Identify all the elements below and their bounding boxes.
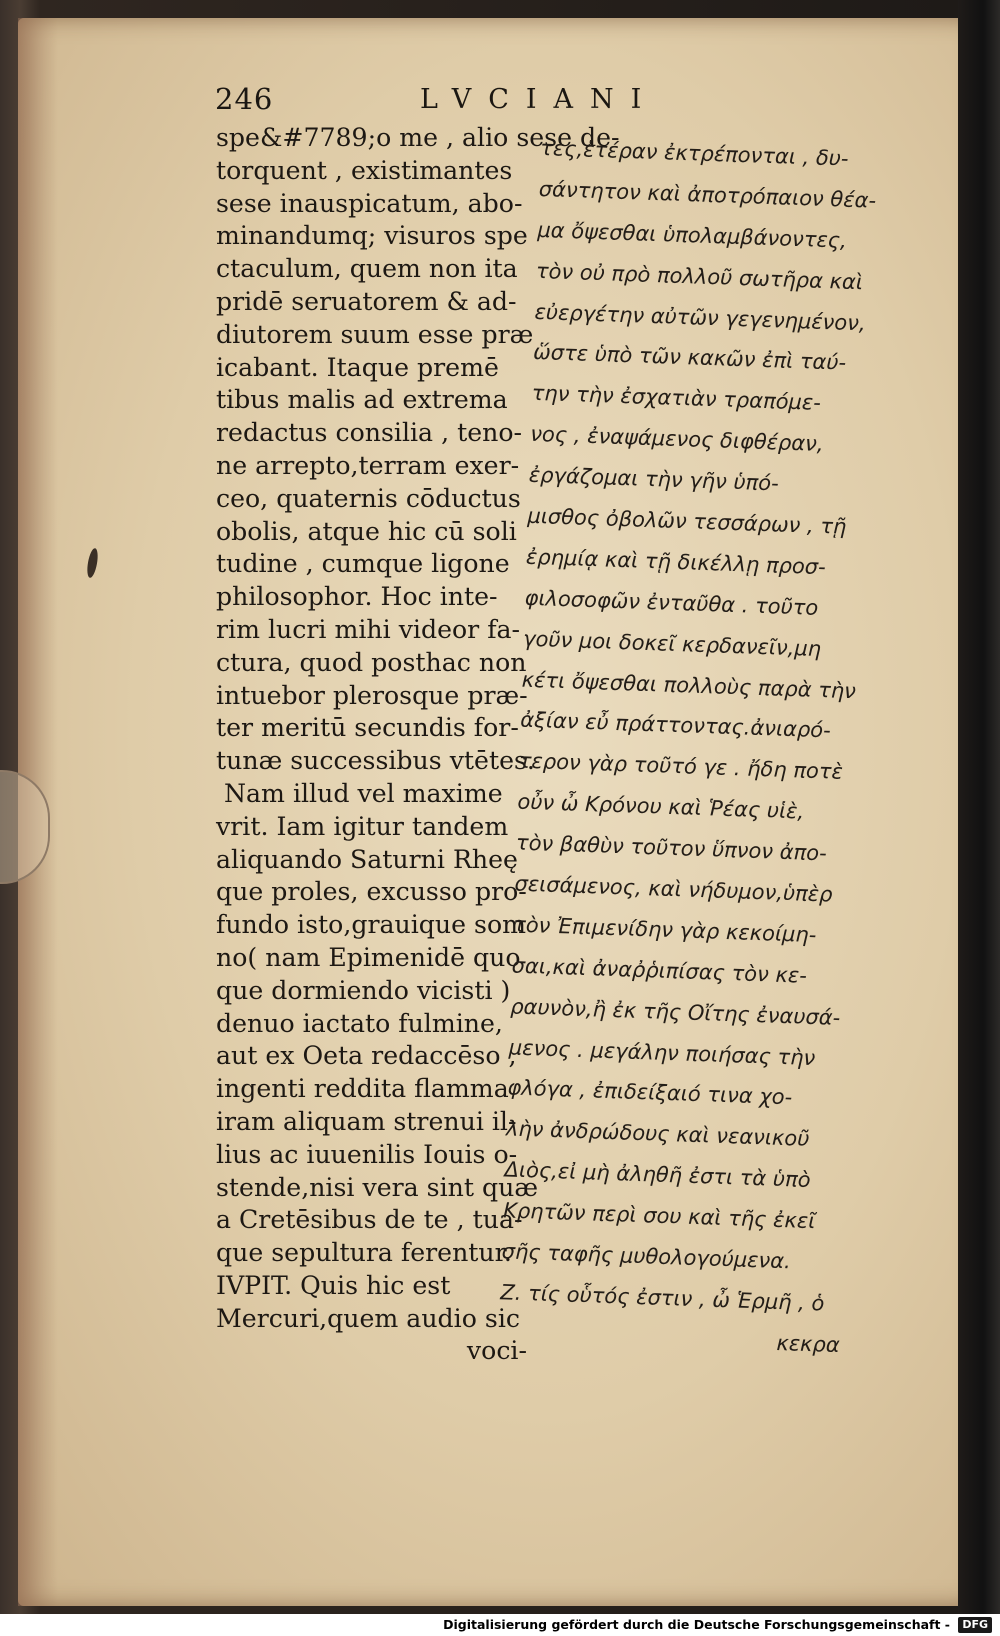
greek-text-line: τερον γὰρ τοῦτό γε . ἤδη ποτὲ [518, 748, 844, 785]
greek-text-line: την τὴν ἐσχατιὰν τραπόμε- [531, 381, 822, 416]
greek-text-line: ἐργάζομαι τὴν γῆν ὑπό- [528, 462, 780, 496]
greek-text-line: οὖν ὦ Κρόνου καὶ Ῥέας υἱὲ, [517, 789, 805, 824]
latin-text-line: icabant. Itaque premē [216, 352, 499, 382]
page-number: 246 [215, 82, 274, 116]
greek-text-line: Ζ. τίς οὗτός ἐστιν , ὦ Ἑρμῆ , ὁ [499, 1280, 825, 1316]
latin-text-line: lius ac iuuenilis Iouis o- [216, 1139, 518, 1169]
footer-bar [0, 1614, 1000, 1636]
latin-text-line: ceo, quaternis cōductus [216, 483, 521, 513]
latin-text-line: stende,nisi vera sint quæ [216, 1172, 539, 1202]
greek-text-line: φιλοσοφῶν ἐνταῦθα . τοῦτο [524, 585, 819, 620]
latin-text-line: ter meritū secundis for- [216, 713, 519, 743]
greek-text-line: τὸν οὐ πρὸ πολλοῦ σωτῆρα καὶ [535, 258, 864, 294]
running-head: LVCIANI [420, 84, 659, 115]
latin-catchword: voci- [466, 1336, 527, 1366]
greek-text-line: ἐρημίᾳ καὶ τῇ δικέλλῃ προσ- [525, 544, 827, 580]
latin-text-line: ctura, quod posthac non [216, 647, 527, 677]
latin-text-line: redactus consilia , teno- [216, 418, 523, 448]
latin-text-line: a Cretēsibus de te , tua- [216, 1205, 523, 1235]
latin-text-line: philosophor. Hoc inte- [216, 582, 498, 612]
greek-text-line: σαι,καὶ ἀναῤῥιπίσας τὸν κε- [511, 953, 808, 988]
greek-text-line: εὐεργέτην αὐτῶν γεγενημένον, [534, 299, 867, 336]
latin-text-line: tibus malis ad extrema [216, 385, 508, 415]
greek-text-line: νος , ἐναψάμενος διφθέραν, [529, 422, 824, 457]
latin-text-line: Mercuri,quem audio sic [216, 1303, 520, 1333]
greek-text-line: τες,ἑτέραν ἐκτρέπονται , δυ- [539, 135, 849, 171]
greek-catchword: κεκρα [776, 1330, 841, 1357]
latin-text-line: aliquando Saturni Rheę [216, 844, 518, 874]
latin-text-line: Nam illud vel maxime [224, 778, 503, 808]
latin-text-line: vrit. Iam igitur tandem [216, 811, 509, 841]
latin-text-line: tudine , cumque ligone [216, 549, 510, 579]
latin-text-line: iram aliquam strenui il- [216, 1106, 517, 1136]
latin-text-line: que proles, excusso pro- [216, 877, 527, 907]
greek-text-line: σεισάμενος, καὶ νήδυμον,ὑπὲρ [514, 871, 833, 907]
latin-text-line: aut ex Oeta redaccēso , [216, 1041, 517, 1071]
greek-text-line: τὸν Ἐπιμενίδην γὰρ κεκοίμη- [512, 912, 817, 948]
latin-text-line: ingenti reddita flamma [216, 1074, 509, 1104]
greek-text-line: σῆς ταφῆς μυθολογούμενα. [501, 1239, 792, 1274]
footer-credit: Digitalisierung gefördert durch die Deutsche Forschungsgemeinschaft - [443, 1617, 950, 1632]
greek-text-line: τὸν βαθὺν τοῦτον ὕπνον ἀπο- [515, 830, 828, 866]
greek-text-line: σάντητον καὶ ἀποτρόπαιον θέα- [538, 176, 877, 213]
latin-text-line: tunæ successibus vtētes. [216, 746, 535, 776]
greek-text-line: μα ὄψεσθαι ὑπολαμβάνοντες, [537, 217, 848, 253]
greek-text-line: Κρητῶν περὶ σου καὶ τῆς ἐκεῖ [502, 1198, 816, 1234]
latin-text-line: ne arrepto,terram exer- [216, 450, 520, 480]
latin-text-line: diutorem suum esse præ [216, 319, 534, 349]
greek-text-column [498, 128, 886, 1366]
greek-text-line: ὥστε ὑπὸ τῶν κακῶν ἐπὶ ταύ- [532, 340, 847, 376]
latin-text-line: IVPIT. Quis hic est [216, 1270, 451, 1300]
page-header [215, 82, 775, 122]
latin-text-line: que dormiendo vicisti ) [216, 975, 511, 1005]
greek-text-line: λὴν ἀνδρώδους καὶ νεανικοῦ [505, 1116, 810, 1152]
latin-text-line: fundo isto,grauique som [216, 910, 527, 940]
latin-text-line: intuebor plerosque præ- [216, 680, 528, 710]
greek-text-line: φλόγα , ἐπιδείξαιό τινα χο- [507, 1075, 793, 1110]
dfg-logo: DFG [958, 1617, 992, 1633]
latin-text-line: minandumq; visuros spe [216, 221, 528, 251]
latin-text-line: que sepultura ferentur. [216, 1238, 512, 1268]
greek-text-line: κέτι ὄψεσθαι πολλοὺς παρὰ τὴν [521, 667, 857, 703]
latin-text-line: sese inauspicatum, abo- [216, 188, 523, 218]
latin-text-line: spe&#7789;o me , alio sese de- [216, 123, 620, 152]
greek-text-line: ἀξίαν εὖ πράττοντας.ἀνιαρό- [519, 708, 832, 743]
book-edge [958, 0, 1000, 1636]
latin-text-line: rim lucri mihi videor fa- [216, 614, 521, 644]
latin-text-line: denuo iactato fulmine, [216, 1008, 503, 1038]
greek-text-line: γοῦν μοι δοκεῖ κερδανεῖν,μη [522, 626, 822, 661]
latin-text-line: no( nam Epimenidē quo [216, 942, 521, 972]
greek-text-line: Διὸς,εἰ μὴ ἀληθῆ ἐστι τὰ ὑπὸ [504, 1157, 811, 1193]
latin-text-column [216, 122, 620, 1368]
latin-text-line: obolis, atque hic cū soli [216, 516, 517, 546]
latin-text-line: torquent , existimantes [216, 155, 513, 185]
latin-text-line: ctaculum, quem non ita [216, 254, 518, 284]
greek-text-line: μενος . μεγάλην ποιήσας τὴν [508, 1035, 816, 1070]
greek-text-line: ραυνὸν,ἢ ἐκ τῆς Οἴτης ἐναυσά- [509, 994, 841, 1030]
greek-text-line: μισθος ὀβολῶν τεσσάρων , τῇ [527, 503, 847, 539]
latin-text-line: pridē seruatorem & ad- [216, 286, 517, 316]
